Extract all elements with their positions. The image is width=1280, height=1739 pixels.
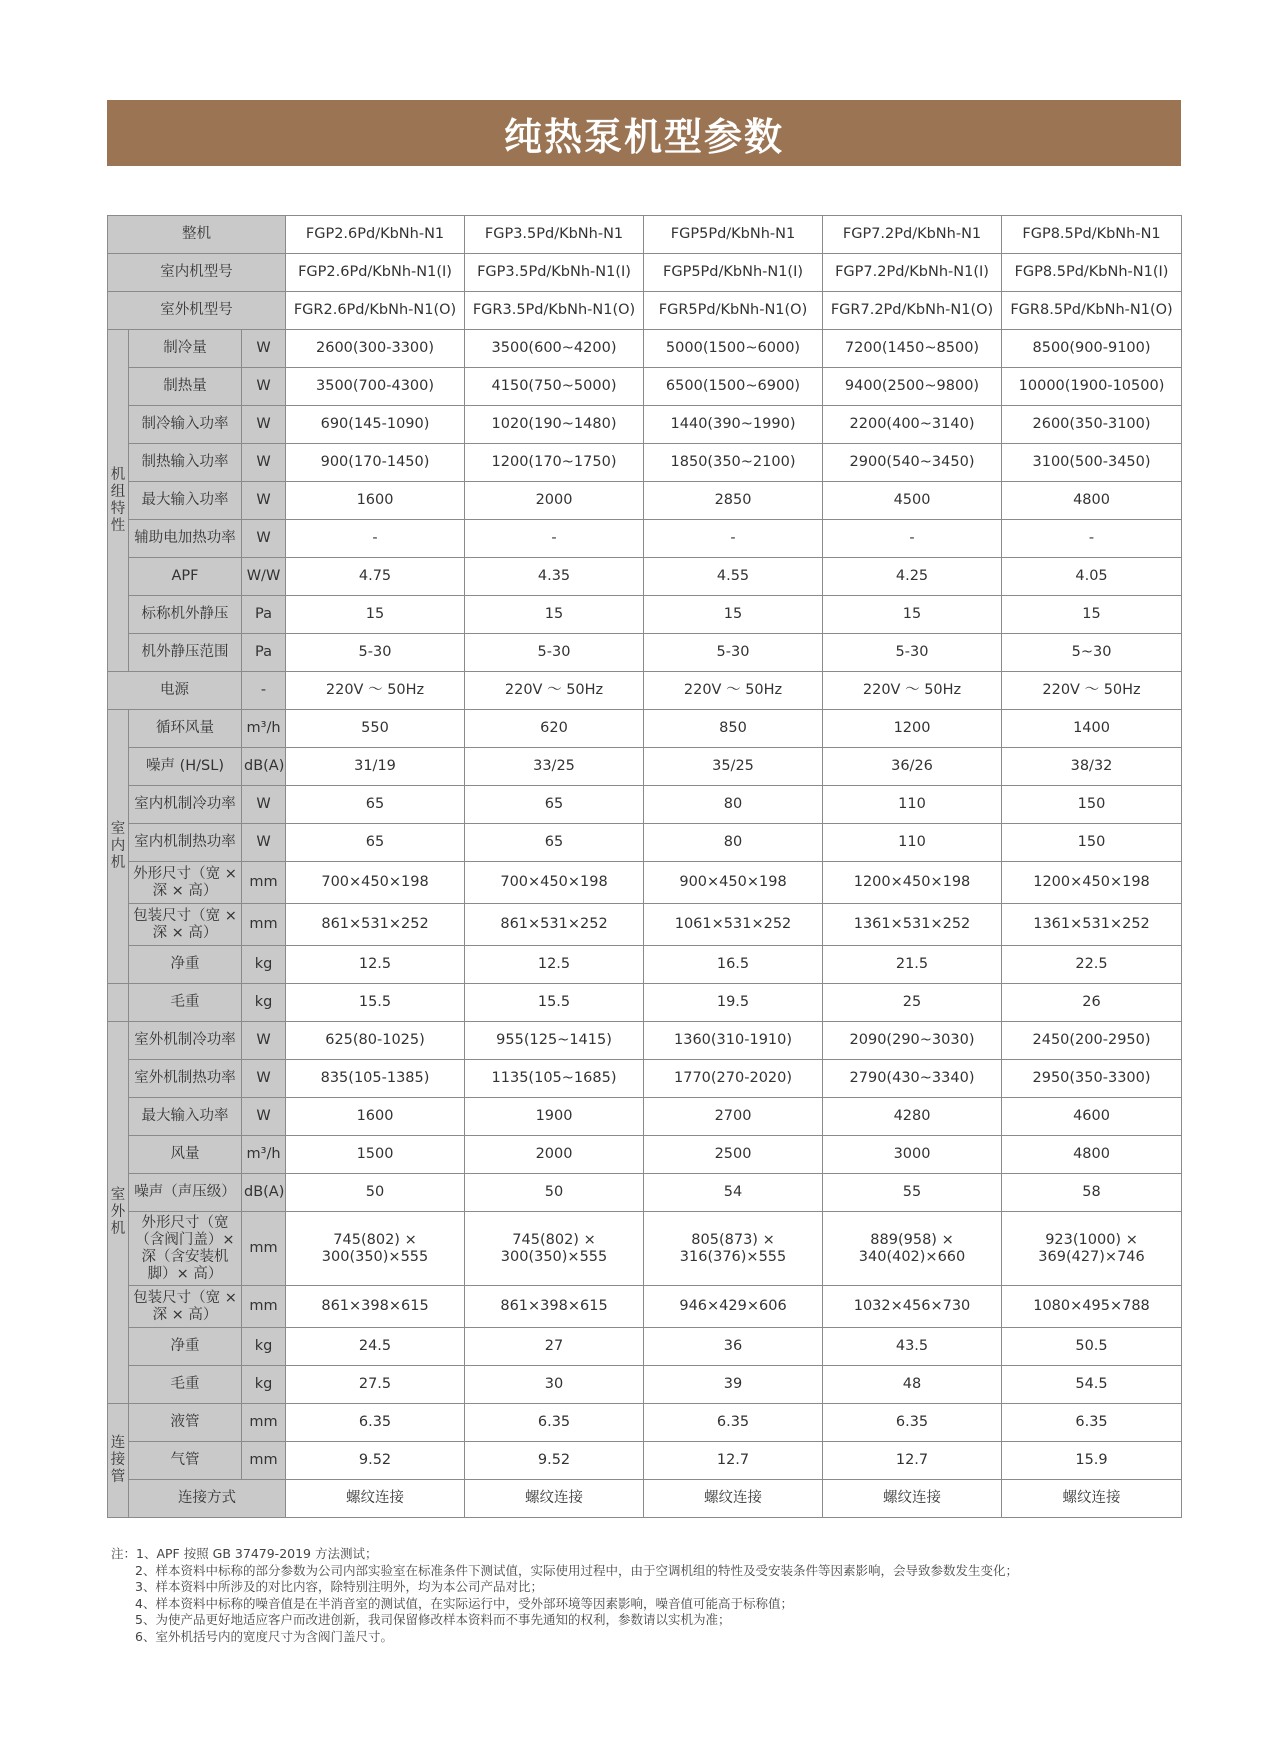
value-cell: 4.05	[1002, 558, 1182, 596]
value-cell: 80	[644, 786, 823, 824]
value-cell: 900×450×198	[644, 862, 823, 904]
value-cell: 6.35	[286, 1404, 465, 1442]
value-cell: 1135(105~1685)	[465, 1060, 644, 1098]
unit-cell: mm	[242, 1442, 286, 1480]
table-row	[108, 1366, 1182, 1404]
value-cell: 30	[465, 1366, 644, 1404]
row-label: 辅助电加热功率	[129, 520, 242, 558]
row-label: 毛重	[129, 984, 242, 1022]
value-cell: 1440(390~1990)	[644, 406, 823, 444]
value-cell: 螺纹连接	[644, 1480, 823, 1518]
value-cell: -	[1002, 520, 1182, 558]
value-cell: 7200(1450~8500)	[823, 330, 1002, 368]
value-cell: 2900(540~3450)	[823, 444, 1002, 482]
row-label: 包装尺寸（宽 × 深 × 高）	[129, 904, 242, 946]
value-cell: 2450(200-2950)	[1002, 1022, 1182, 1060]
table-row	[108, 672, 1182, 710]
unit-cell: W	[242, 1022, 286, 1060]
value-cell: 4800	[1002, 1136, 1182, 1174]
row-label: 标称机外静压	[129, 596, 242, 634]
row-label: 气管	[129, 1442, 242, 1480]
value-cell: 2000	[465, 482, 644, 520]
value-cell: 50.5	[1002, 1328, 1182, 1366]
value-cell: 6.35	[823, 1404, 1002, 1442]
value-cell: 15	[644, 596, 823, 634]
value-cell: 745(802) × 300(350)×555	[465, 1212, 644, 1286]
value-cell: 5~30	[1002, 634, 1182, 672]
value-cell: 4.35	[465, 558, 644, 596]
value-cell: 19.5	[644, 984, 823, 1022]
value-cell: 923(1000) × 369(427)×746	[1002, 1212, 1182, 1286]
table-row	[108, 904, 1182, 946]
table-row	[108, 330, 1182, 368]
value-cell: FGR8.5Pd/KbNh-N1(O)	[1002, 292, 1182, 330]
table-row	[108, 1174, 1182, 1212]
value-cell: FGP2.6Pd/KbNh-N1	[286, 216, 465, 254]
value-cell: -	[823, 520, 1002, 558]
table-row	[108, 482, 1182, 520]
unit-cell: W	[242, 824, 286, 862]
unit-cell: W	[242, 444, 286, 482]
table-row	[108, 1480, 1182, 1518]
value-cell: 1600	[286, 1098, 465, 1136]
value-cell: 889(958) × 340(402)×660	[823, 1212, 1002, 1286]
value-cell: 16.5	[644, 946, 823, 984]
value-cell: 39	[644, 1366, 823, 1404]
value-cell: 3500(700-4300)	[286, 368, 465, 406]
header-row	[108, 254, 1182, 292]
value-cell: 4.75	[286, 558, 465, 596]
value-cell: FGP5Pd/KbNh-N1	[644, 216, 823, 254]
unit-cell: dB(A)	[242, 748, 286, 786]
group-label-text: 室内机	[110, 821, 126, 871]
unit-cell: mm	[242, 862, 286, 904]
value-cell: 9400(2500~9800)	[823, 368, 1002, 406]
value-cell: 835(105-1385)	[286, 1060, 465, 1098]
value-cell: FGP8.5Pd/KbNh-N1	[1002, 216, 1182, 254]
value-cell: 861×398×615	[465, 1286, 644, 1328]
table-row	[108, 1098, 1182, 1136]
row-label: 毛重	[129, 1366, 242, 1404]
value-cell: 12.7	[823, 1442, 1002, 1480]
value-cell: 4280	[823, 1098, 1002, 1136]
value-cell: FGR5Pd/KbNh-N1(O)	[644, 292, 823, 330]
group-label-text: 室外机	[110, 1187, 126, 1237]
value-cell: 4.25	[823, 558, 1002, 596]
table-row	[108, 1328, 1182, 1366]
value-cell: 220V ～ 50Hz	[1002, 672, 1182, 710]
page-title: 纯热泵机型参数	[503, 114, 784, 159]
row-label: 室内机制热功率	[129, 824, 242, 862]
value-cell: 1200(170~1750)	[465, 444, 644, 482]
group-label	[108, 1404, 129, 1518]
value-cell: 745(802) × 300(350)×555	[286, 1212, 465, 1286]
value-cell: 54.5	[1002, 1366, 1182, 1404]
unit-cell: W	[242, 1098, 286, 1136]
value-cell: 27.5	[286, 1366, 465, 1404]
unit-cell: W	[242, 520, 286, 558]
row-label: 风量	[129, 1136, 242, 1174]
title-banner	[107, 100, 1181, 166]
row-label: 噪声 (H/SL)	[129, 748, 242, 786]
unit-cell: dB(A)	[242, 1174, 286, 1212]
value-cell: 38/32	[1002, 748, 1182, 786]
value-cell: 58	[1002, 1174, 1182, 1212]
value-cell: 5-30	[465, 634, 644, 672]
notes	[111, 1546, 1181, 1645]
row-label: 制热输入功率	[129, 444, 242, 482]
value-cell: 27	[465, 1328, 644, 1366]
value-cell: 6500(1500~6900)	[644, 368, 823, 406]
value-cell: 1361×531×252	[823, 904, 1002, 946]
unit-cell: kg	[242, 984, 286, 1022]
unit-cell: mm	[242, 1404, 286, 1442]
unit-cell: m³/h	[242, 1136, 286, 1174]
row-label: 净重	[129, 946, 242, 984]
value-cell: 15	[286, 596, 465, 634]
unit-cell: W	[242, 330, 286, 368]
value-cell: FGP7.2Pd/KbNh-N1	[823, 216, 1002, 254]
value-cell: 690(145-1090)	[286, 406, 465, 444]
table-row	[108, 984, 1182, 1022]
spec-table	[107, 215, 1182, 1518]
row-label: 外形尺寸（宽（含阀门盖）× 深（含安装机脚）× 高）	[129, 1212, 242, 1286]
row-label: 制冷量	[129, 330, 242, 368]
row-label: APF	[129, 558, 242, 596]
value-cell: 55	[823, 1174, 1002, 1212]
value-cell: 4800	[1002, 482, 1182, 520]
row-label: 电源	[108, 672, 242, 710]
table-row	[108, 862, 1182, 904]
value-cell: 620	[465, 710, 644, 748]
table-row	[108, 596, 1182, 634]
value-cell: 2000	[465, 1136, 644, 1174]
value-cell: 5-30	[286, 634, 465, 672]
note-line: 注：1、APF 按照 GB 37479-2019 方法测试；	[111, 1546, 378, 1561]
value-cell: 1500	[286, 1136, 465, 1174]
header-row	[108, 216, 1182, 254]
row-label: 外形尺寸（宽 × 深 × 高）	[129, 862, 242, 904]
value-cell: 8500(900-9100)	[1002, 330, 1182, 368]
value-cell: 220V ～ 50Hz	[644, 672, 823, 710]
value-cell: 2600(300-3300)	[286, 330, 465, 368]
group-label	[108, 330, 129, 672]
value-cell: 1360(310-1910)	[644, 1022, 823, 1060]
value-cell: 螺纹连接	[286, 1480, 465, 1518]
value-cell: 861×531×252	[286, 904, 465, 946]
value-cell: 1850(350~2100)	[644, 444, 823, 482]
value-cell: 6.35	[465, 1404, 644, 1442]
value-cell: 1020(190~1480)	[465, 406, 644, 444]
value-cell: -	[644, 520, 823, 558]
note-line: 6、室外机括号内的宽度尺寸为含阀门盖尺寸。	[135, 1628, 393, 1644]
table-row	[108, 748, 1182, 786]
value-cell: 31/19	[286, 748, 465, 786]
row-label: 机外静压范围	[129, 634, 242, 672]
value-cell: FGR7.2Pd/KbNh-N1(O)	[823, 292, 1002, 330]
value-cell: 861×531×252	[465, 904, 644, 946]
table-row	[108, 824, 1182, 862]
value-cell: 9.52	[465, 1442, 644, 1480]
table-row	[108, 558, 1182, 596]
unit-cell: mm	[242, 1286, 286, 1328]
value-cell: 3000	[823, 1136, 1002, 1174]
row-label: 室外机制热功率	[129, 1060, 242, 1098]
value-cell: 36	[644, 1328, 823, 1366]
value-cell: 1900	[465, 1098, 644, 1136]
value-cell: 26	[1002, 984, 1182, 1022]
value-cell: 700×450×198	[286, 862, 465, 904]
table-row	[108, 1060, 1182, 1098]
unit-cell: kg	[242, 946, 286, 984]
unit-cell: W/W	[242, 558, 286, 596]
value-cell: 861×398×615	[286, 1286, 465, 1328]
value-cell: 35/25	[644, 748, 823, 786]
value-cell: 65	[465, 786, 644, 824]
header-row	[108, 292, 1182, 330]
unit-cell: kg	[242, 1328, 286, 1366]
value-cell: 5000(1500~6000)	[644, 330, 823, 368]
value-cell: 946×429×606	[644, 1286, 823, 1328]
note-line: 2、样本资料中标称的部分参数为公司内部实验室在标准条件下测试值，实际使用过程中，由于空调机组的特性及受安装条件等因素影响，会导致参数发生变化；	[135, 1562, 1018, 1578]
table-row	[108, 406, 1182, 444]
value-cell: 54	[644, 1174, 823, 1212]
value-cell: 2700	[644, 1098, 823, 1136]
value-cell: 2500	[644, 1136, 823, 1174]
value-cell: 550	[286, 710, 465, 748]
value-cell: 3500(600~4200)	[465, 330, 644, 368]
value-cell: 9.52	[286, 1442, 465, 1480]
value-cell: 955(125~1415)	[465, 1022, 644, 1060]
unit-cell: W	[242, 368, 286, 406]
row-label: 噪声（声压级）	[129, 1174, 242, 1212]
value-cell: -	[465, 520, 644, 558]
value-cell: 15.9	[1002, 1442, 1182, 1480]
value-cell: 50	[465, 1174, 644, 1212]
note-line: 3、样本资料中所涉及的对比内容，除特别注明外，均为本公司产品对比；	[135, 1579, 543, 1594]
value-cell: FGP3.5Pd/KbNh-N1	[465, 216, 644, 254]
table-row	[108, 634, 1182, 672]
row-label: 室内机制冷功率	[129, 786, 242, 824]
header-label: 室内机型号	[108, 254, 286, 292]
table-row	[108, 1286, 1182, 1328]
table-row	[108, 786, 1182, 824]
value-cell: 110	[823, 824, 1002, 862]
unit-cell: Pa	[242, 596, 286, 634]
value-cell: 110	[823, 786, 1002, 824]
value-cell: FGP8.5Pd/KbNh-N1(I)	[1002, 254, 1182, 292]
value-cell: 36/26	[823, 748, 1002, 786]
value-cell: 4.55	[644, 558, 823, 596]
group-label-empty	[108, 984, 129, 1022]
value-cell: 螺纹连接	[465, 1480, 644, 1518]
value-cell: 1032×456×730	[823, 1286, 1002, 1328]
note-line: 5、为使产品更好地适应客户而改进创新，我司保留修改样本资料而不事先通知的权利，参数请以实机为准；	[135, 1612, 731, 1627]
value-cell: FGP2.6Pd/KbNh-N1(I)	[286, 254, 465, 292]
unit-cell: W	[242, 406, 286, 444]
value-cell: 12.5	[465, 946, 644, 984]
table-row	[108, 1022, 1182, 1060]
value-cell: 900(170-1450)	[286, 444, 465, 482]
value-cell: 5-30	[823, 634, 1002, 672]
value-cell: 1200×450×198	[823, 862, 1002, 904]
value-cell: 6.35	[1002, 1404, 1182, 1442]
unit-cell: m³/h	[242, 710, 286, 748]
row-label: 制热量	[129, 368, 242, 406]
value-cell: 700×450×198	[465, 862, 644, 904]
value-cell: 1200×450×198	[1002, 862, 1182, 904]
value-cell: 625(80-1025)	[286, 1022, 465, 1060]
value-cell: 22.5	[1002, 946, 1182, 984]
value-cell: 150	[1002, 824, 1182, 862]
value-cell: 螺纹连接	[1002, 1480, 1182, 1518]
note-line: 4、样本资料中标称的噪音值是在半消音室的测试值，在实际运行中，受外部环境等因素影响，噪音值可能高于标称值；	[135, 1595, 793, 1611]
row-label: 最大输入功率	[129, 1098, 242, 1136]
value-cell: 1080×495×788	[1002, 1286, 1182, 1328]
unit-cell: Pa	[242, 634, 286, 672]
row-label: 净重	[129, 1328, 242, 1366]
table-row	[108, 444, 1182, 482]
value-cell: 24.5	[286, 1328, 465, 1366]
group-label	[108, 1022, 129, 1404]
header-label: 整机	[108, 216, 286, 254]
value-cell: 220V ～ 50Hz	[823, 672, 1002, 710]
value-cell: 2090(290~3030)	[823, 1022, 1002, 1060]
value-cell: 螺纹连接	[823, 1480, 1002, 1518]
value-cell: 1061×531×252	[644, 904, 823, 946]
value-cell: 2850	[644, 482, 823, 520]
value-cell: FGP5Pd/KbNh-N1(I)	[644, 254, 823, 292]
value-cell: 15	[465, 596, 644, 634]
value-cell: 12.5	[286, 946, 465, 984]
value-cell: 2200(400~3140)	[823, 406, 1002, 444]
table-row	[108, 1404, 1182, 1442]
value-cell: FGR2.6Pd/KbNh-N1(O)	[286, 292, 465, 330]
unit-cell: W	[242, 482, 286, 520]
unit-cell: kg	[242, 1366, 286, 1404]
table-row	[108, 368, 1182, 406]
table-row	[108, 710, 1182, 748]
value-cell: 1361×531×252	[1002, 904, 1182, 946]
value-cell: 15.5	[286, 984, 465, 1022]
value-cell: 6.35	[644, 1404, 823, 1442]
row-label: 连接方式	[129, 1480, 286, 1518]
value-cell: 3100(500-3450)	[1002, 444, 1182, 482]
row-label: 包装尺寸（宽 × 深 × 高）	[129, 1286, 242, 1328]
value-cell: 5-30	[644, 634, 823, 672]
value-cell: 33/25	[465, 748, 644, 786]
value-cell: 43.5	[823, 1328, 1002, 1366]
value-cell: FGP7.2Pd/KbNh-N1(I)	[823, 254, 1002, 292]
value-cell: 4600	[1002, 1098, 1182, 1136]
value-cell: 2790(430~3340)	[823, 1060, 1002, 1098]
value-cell: 220V ～ 50Hz	[465, 672, 644, 710]
group-label-text: 机组特性	[110, 466, 126, 534]
value-cell: 21.5	[823, 946, 1002, 984]
value-cell: FGP3.5Pd/KbNh-N1(I)	[465, 254, 644, 292]
table-row	[108, 520, 1182, 558]
value-cell: 220V ～ 50Hz	[286, 672, 465, 710]
unit-cell: mm	[242, 904, 286, 946]
value-cell: 48	[823, 1366, 1002, 1404]
value-cell: 4500	[823, 482, 1002, 520]
row-label: 室外机制冷功率	[129, 1022, 242, 1060]
value-cell: 1200	[823, 710, 1002, 748]
value-cell: 10000(1900-10500)	[1002, 368, 1182, 406]
table-row	[108, 1442, 1182, 1480]
value-cell: 65	[286, 824, 465, 862]
table-row	[108, 1212, 1182, 1286]
value-cell: 25	[823, 984, 1002, 1022]
unit-cell: mm	[242, 1212, 286, 1286]
value-cell: 4150(750~5000)	[465, 368, 644, 406]
value-cell: 80	[644, 824, 823, 862]
unit-cell: W	[242, 786, 286, 824]
unit-cell: -	[242, 672, 286, 710]
value-cell: 805(873) × 316(376)×555	[644, 1212, 823, 1286]
value-cell: 1770(270-2020)	[644, 1060, 823, 1098]
table-row	[108, 1136, 1182, 1174]
group-label	[108, 710, 129, 984]
value-cell: 2950(350-3300)	[1002, 1060, 1182, 1098]
group-label-text: 连接管	[110, 1435, 126, 1485]
header-label: 室外机型号	[108, 292, 286, 330]
value-cell: 850	[644, 710, 823, 748]
row-label: 循环风量	[129, 710, 242, 748]
value-cell: 65	[286, 786, 465, 824]
value-cell: 1400	[1002, 710, 1182, 748]
unit-cell: W	[242, 1060, 286, 1098]
value-cell: 150	[1002, 786, 1182, 824]
row-label: 液管	[129, 1404, 242, 1442]
value-cell: 50	[286, 1174, 465, 1212]
value-cell: 12.7	[644, 1442, 823, 1480]
value-cell: 15.5	[465, 984, 644, 1022]
value-cell: 15	[823, 596, 1002, 634]
value-cell: 2600(350-3100)	[1002, 406, 1182, 444]
value-cell: 15	[1002, 596, 1182, 634]
row-label: 制冷输入功率	[129, 406, 242, 444]
table-row	[108, 946, 1182, 984]
value-cell: FGR3.5Pd/KbNh-N1(O)	[465, 292, 644, 330]
value-cell: -	[286, 520, 465, 558]
row-label: 最大输入功率	[129, 482, 242, 520]
value-cell: 65	[465, 824, 644, 862]
value-cell: 1600	[286, 482, 465, 520]
